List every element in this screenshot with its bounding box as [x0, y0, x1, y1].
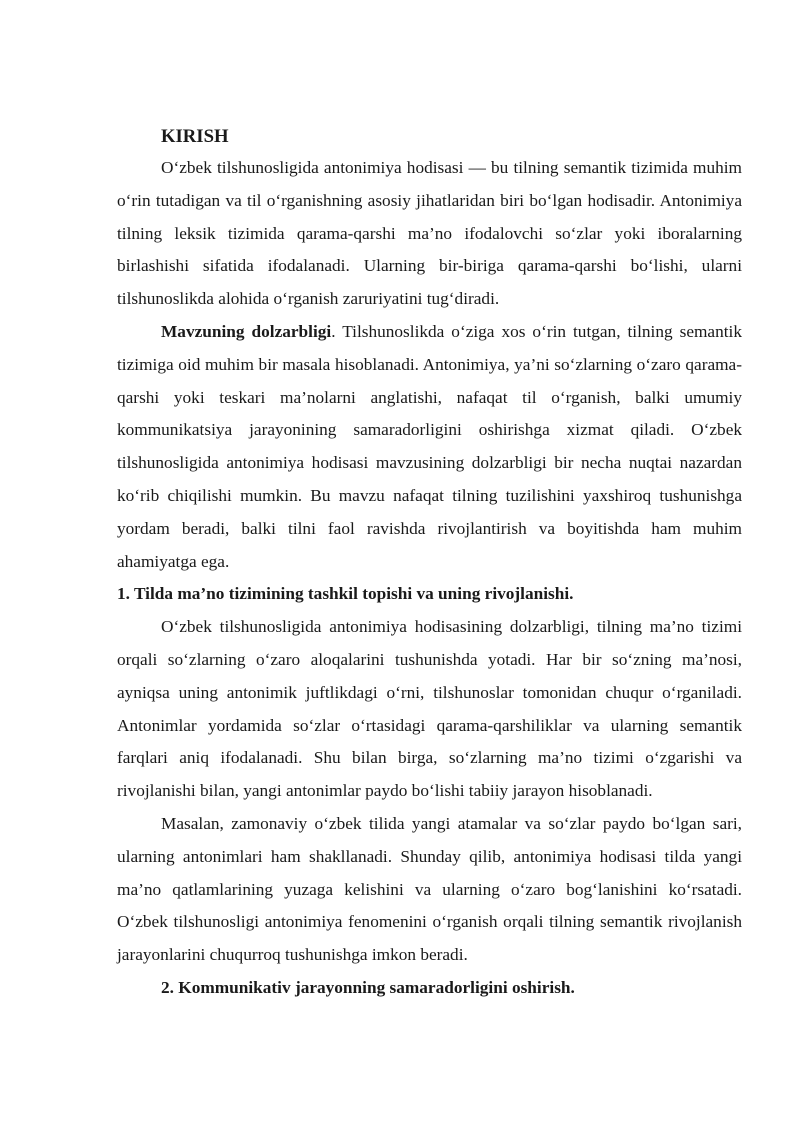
- page-title: KIRISH: [161, 126, 229, 147]
- relevance-paragraph: [117, 316, 742, 578]
- section-1-paragraph-2: Masalan, zamonaviy o‘zbek tilida yangi atamalar va so‘zlar paydo bo‘lgan sari, ularning antonimlari ham shakllanadi. Shunday qilib, antonimiya hodisasi tilda yangi ma’no qatlamlarining yuzaga kelishini va ularning o‘zaro bog‘lanishini ko‘rsatadi. O‘zbek tilshunosligi antonimiya fenomenini o‘rganish orqali tilning semantik rivojlanish jarayonlarini chuqurroq tushunishga imkon beradi.: [117, 813, 742, 965]
- section-2-heading: 2. Kommunikativ jarayonning samaradorligini oshirish.: [161, 977, 575, 997]
- section-1-paragraph-1: O‘zbek tilshunosligida antonimiya hodisasining dolzarbligi, tilning ma’no tizimi orqali so‘zlarning o‘zaro aloqalarini tushunishda yotadi. Har bir so‘zning ma’nosi, ayniqsa uning antonimik juftlikdagi o‘rni, tilshunoslar tomonidan chuqur o‘rganiladi. Antonimlar yordamida so‘zlar o‘rtasidagi qarama-qarshiliklar va ularning semantik farqlari aniq ifodalanadi. Shu bilan birga, so‘zlarning ma’no tizimi o‘zgarishi va rivojlanishi bilan, yangi antonimlar paydo bo‘lishi tabiiy jarayon hisoblanadi.: [117, 617, 742, 801]
- document-body: [117, 122, 742, 1005]
- relevance-text: . Tilshunoslikda o‘ziga xos o‘rin tutgan, tilning semantik tizimiga oid muhim bir masala hisoblanadi. Antonimiya, ya’ni so‘zlarning o‘zaro qarama-qarshi yoki teskari ma’nolarni anglatishi, nafaqat til o‘rganish, balki umumiy kommunikatsiya jarayonining samaradorligini oshirishga xizmat qiladi. O‘zbek tilshunosligida antonimiya hodisasi mavzusining dolzarbligi bir necha nuqtai nazardan ko‘rib chiqilishi mumkin. Bu mavzu nafaqat tilning tuzilishini yaxshiroq tushunishga yordam beradi, balki tilni faol ravishda rivojlantirish va boyitishda ham muhim ahamiyatga ega.: [117, 321, 742, 571]
- intro-paragraph: O‘zbek tilshunosligida antonimiya hodisasi — bu tilning semantik tizimida muhim o‘rin tutadigan va til o‘rganishning asosiy jihatlaridan biri bo‘lgan hodisadir. Antonimiya tilning leksik tizimida qarama-qarshi ma’no ifodalovchi so‘zlar yoki iboralarning birlashishi sifatida ifodalanadi. Ularning bir-biriga qarama-qarshi bo‘lishi, ularni tilshunoslikda alohida o‘rganish zaruriyatini tug‘diradi.: [117, 158, 742, 309]
- relevance-lead: Mavzuning dolzarbligi: [161, 321, 332, 341]
- section-1-heading: 1. Tilda ma’no tizimining tashkil topishi va uning rivojlanishi.: [117, 584, 574, 604]
